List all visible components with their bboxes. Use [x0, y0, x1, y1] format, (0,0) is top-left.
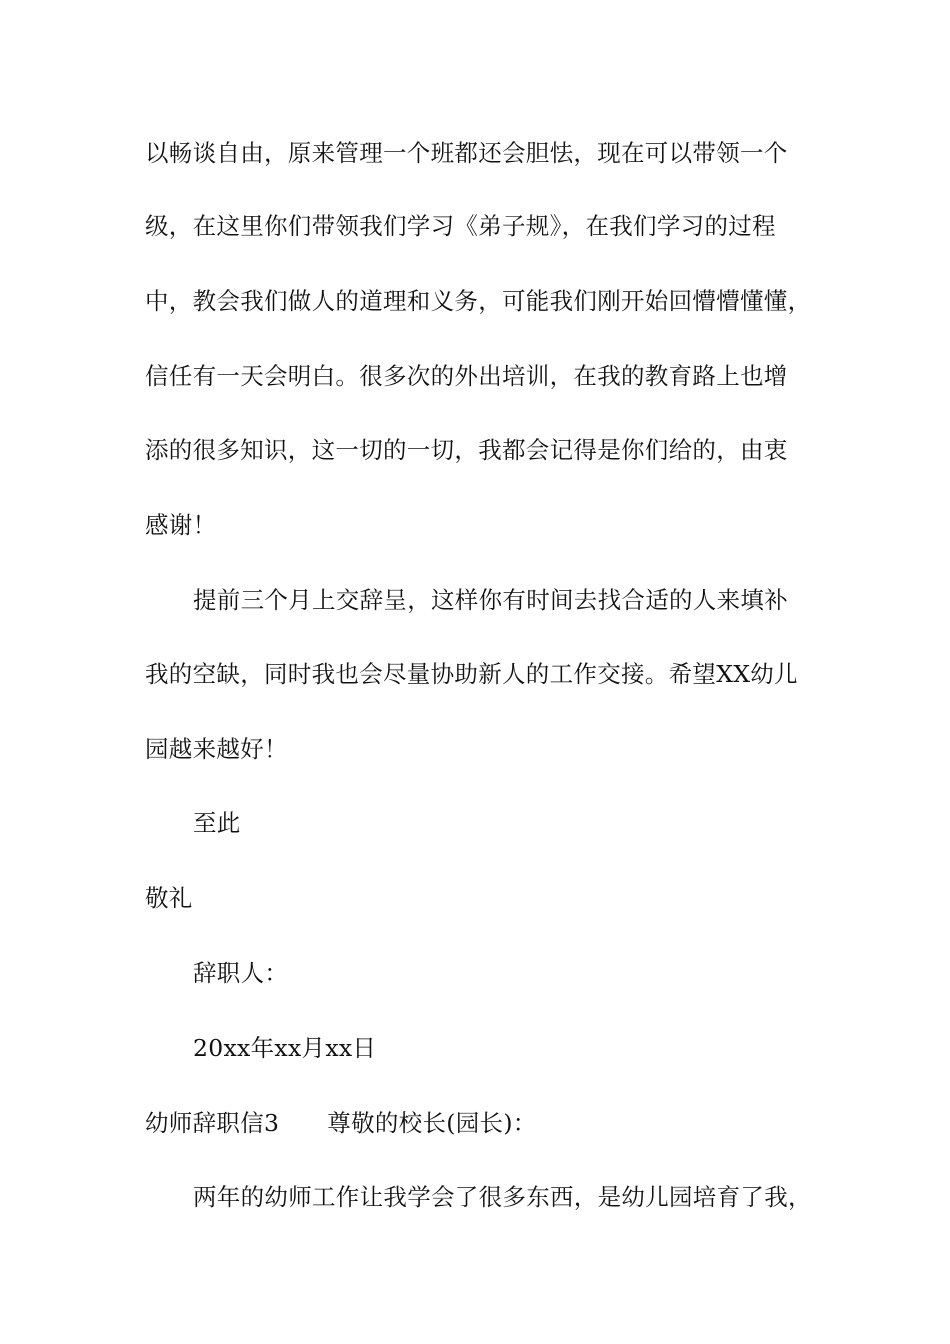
- paragraph-line: 中，教会我们做人的道理和义务，可能我们刚开始回懵懵懂懂，: [145, 287, 812, 315]
- paragraph-line: 添的很多知识，这一切的一切，我都会记得是你们给的，由衷: [145, 436, 788, 464]
- regards-line: 敬礼: [145, 884, 193, 912]
- paragraph-line: 园越来越好！: [145, 735, 288, 763]
- date-line: 20xx年xx月xx日: [193, 1034, 377, 1062]
- paragraph-line: 两年的幼师工作让我学会了很多东西，是幼儿园培育了我，: [193, 1183, 812, 1211]
- letter3-title: 幼师辞职信3: [145, 1109, 280, 1137]
- paragraph-line: 感谢！: [145, 511, 217, 539]
- paragraph-line: 提前三个月上交辞呈，这样你有时间去找合适的人来填补: [193, 586, 788, 614]
- paragraph-line: 以畅谈自由，原来管理一个班都还会胆怯，现在可以带领一个: [145, 139, 788, 167]
- paragraph-line: 级，在这里你们带领我们学习《弟子规》，在我们学习的过程: [145, 212, 776, 240]
- closing-line: 至此: [193, 809, 241, 837]
- signature-line: 辞职人：: [193, 959, 289, 987]
- paragraph-line: 我的空缺，同时我也会尽量协助新人的工作交接。希望XX幼儿: [145, 660, 798, 688]
- letter3-salutation: 尊敬的校长(园长)：: [327, 1109, 537, 1137]
- letter3-heading: [145, 1108, 537, 1138]
- paragraph-line: 信任有一天会明白。很多次的外出培训，在我的教育路上也增: [145, 362, 788, 390]
